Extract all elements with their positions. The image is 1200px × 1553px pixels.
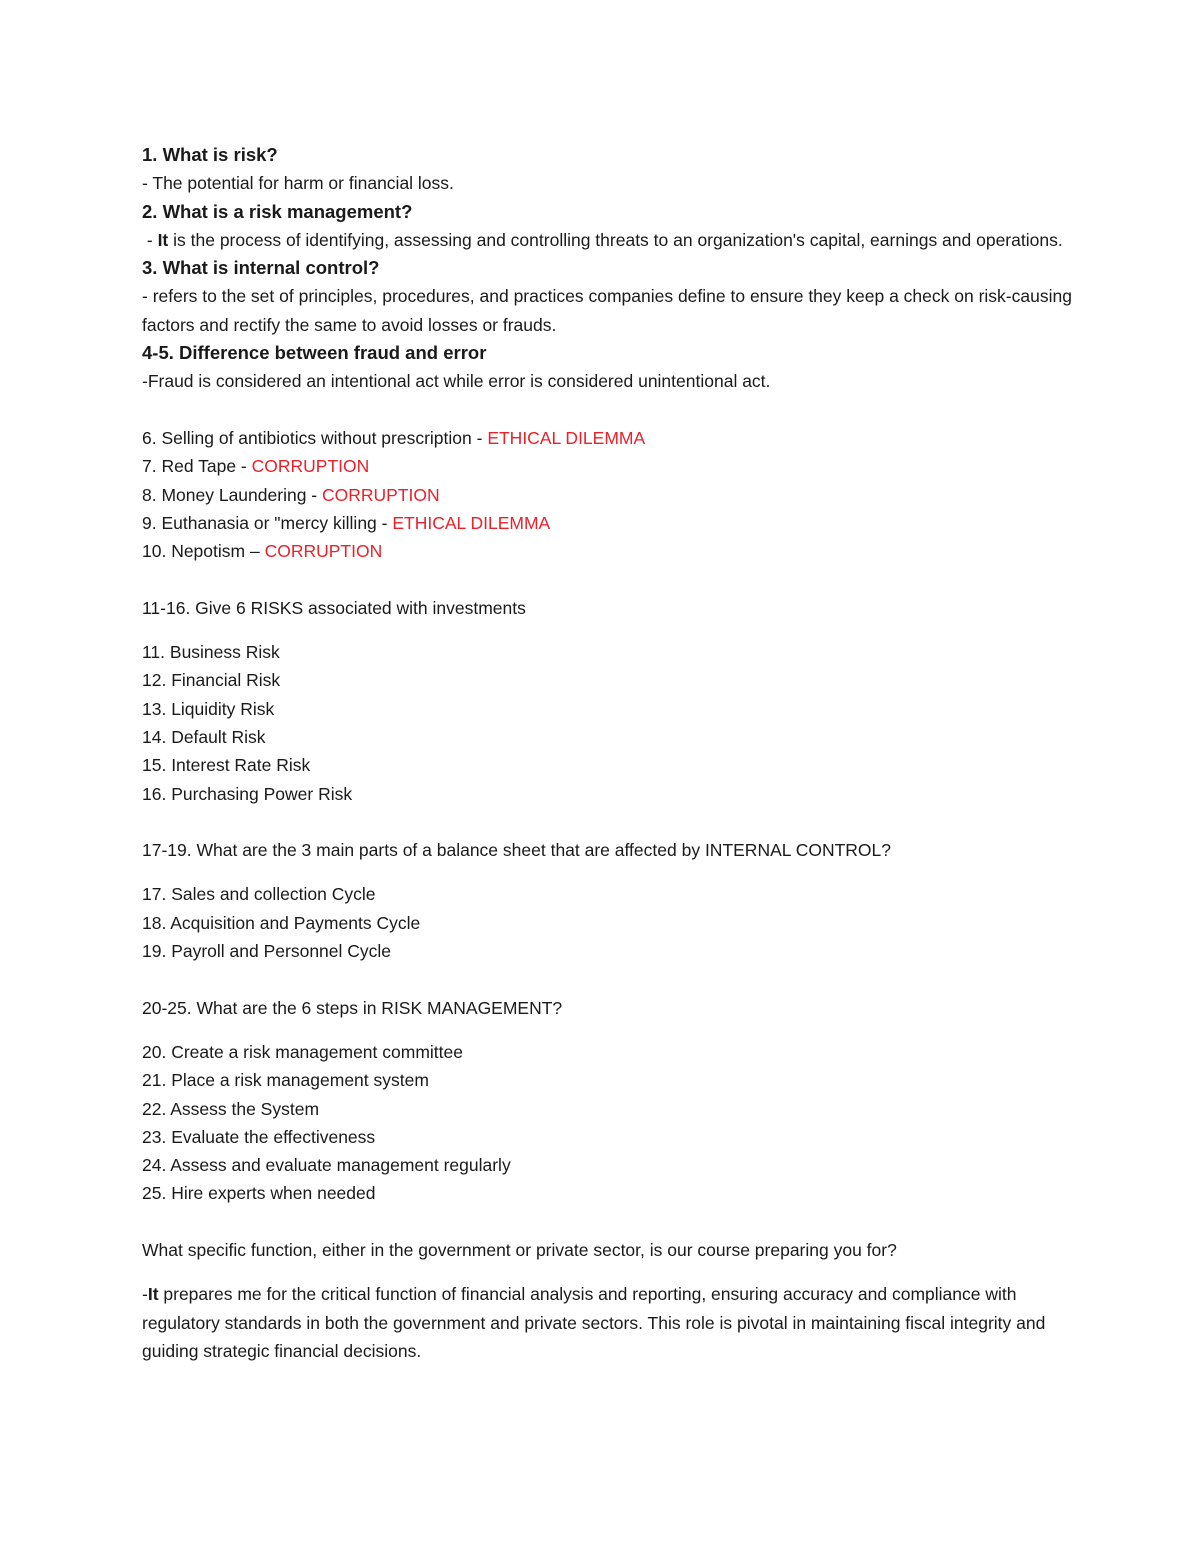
answer-2-text: is the process of identifying, assessing and controlling threats to an organization's capital, earnings and operations. xyxy=(168,229,1063,250)
answer-4-5: -Fraud is considered an intentional act while error is considered unintentional act. xyxy=(142,371,771,392)
classification-item xyxy=(142,424,1072,452)
classification-item-text: 6. Selling of antibiotics without prescription - xyxy=(142,427,488,448)
risk-steps-list xyxy=(142,1038,1072,1208)
classification-answer: CORRUPTION xyxy=(321,484,440,505)
list-item: 19. Payroll and Personnel Cycle xyxy=(142,941,392,962)
final-answer-text: prepares me for the critical function of financial analysis and reporting, ensuring accuracy and compliance with regulatory standards in both the government and private sectors. This role is pivotal in maintaining fiscal integrity and guiding strategic financial decisions. xyxy=(142,1284,1046,1361)
classification-item-text: 7. Red Tape - xyxy=(142,456,252,477)
classification-answer: ETHICAL DILEMMA xyxy=(487,427,646,448)
question-11-16: 11-16. Give 6 RISKS associated with investments xyxy=(142,597,526,618)
question-2: 2. What is a risk management? xyxy=(142,200,413,222)
list-item: 14. Default Risk xyxy=(142,726,266,747)
question-20-25: 20-25. What are the 6 steps in RISK MANAGEMENT? xyxy=(142,997,563,1018)
list-item: 11. Business Risk xyxy=(142,642,280,663)
classification-item-text: 9. Euthanasia or "mercy killing - xyxy=(142,512,393,533)
answer-3: - refers to the set of principles, procedures, and practices companies define to ensure they keep a check on risk-causing factors and rectify the same to avoid losses or frauds. xyxy=(142,286,1072,335)
classification-item xyxy=(142,452,1072,480)
answer-1: - The potential for harm or financial loss. xyxy=(142,173,454,194)
question-17-19: 17-19. What are the 3 main parts of a balance sheet that are affected by INTERNAL CONTROL? xyxy=(142,840,891,861)
list-item: 15. Interest Rate Risk xyxy=(142,755,311,776)
classification-answer: CORRUPTION xyxy=(251,456,370,477)
classification-list xyxy=(142,424,1072,565)
list-item: 17. Sales and collection Cycle xyxy=(142,884,376,905)
list-item: 18. Acquisition and Payments Cycle xyxy=(142,912,421,933)
list-item: 24. Assess and evaluate management regularly xyxy=(142,1155,511,1176)
classification-answer: CORRUPTION xyxy=(264,541,383,562)
list-item: 12. Financial Risk xyxy=(142,670,281,691)
classification-item-text: 10. Nepotism – xyxy=(142,541,265,562)
classification-item xyxy=(142,537,1072,565)
list-item: 16. Purchasing Power Risk xyxy=(142,783,353,804)
question-1: 1. What is risk? xyxy=(142,144,278,165)
list-item: 23. Evaluate the effectiveness xyxy=(142,1126,376,1147)
balance-sheet-list xyxy=(142,880,1072,965)
list-item: 20. Create a risk management committee xyxy=(142,1041,463,1062)
list-item: 21. Place a risk management system xyxy=(142,1070,429,1091)
list-item: 25. Hire experts when needed xyxy=(142,1183,376,1204)
document-body xyxy=(142,141,1072,1365)
list-item: 13. Liquidity Risk xyxy=(142,698,275,719)
final-question: What specific function, either in the government or private sector, is our course preparing you for? xyxy=(142,1239,897,1260)
list-item: 22. Assess the System xyxy=(142,1098,320,1119)
answer-2-bold: It xyxy=(157,229,169,250)
answer-2 xyxy=(142,226,1072,254)
risks-list xyxy=(142,638,1072,808)
final-answer-bold: It xyxy=(147,1284,159,1305)
question-4-5: 4-5. Difference between fraud and error xyxy=(142,342,487,364)
classification-item-text: 8. Money Laundering - xyxy=(142,484,322,505)
final-answer xyxy=(142,1280,1072,1365)
classification-item xyxy=(142,509,1072,537)
classification-item xyxy=(142,481,1072,509)
question-3: 3. What is internal control? xyxy=(142,257,380,279)
classification-answer: ETHICAL DILEMMA xyxy=(392,512,551,533)
final-answer-dash: - xyxy=(142,1284,148,1305)
answer-2-dash: - xyxy=(142,229,158,250)
